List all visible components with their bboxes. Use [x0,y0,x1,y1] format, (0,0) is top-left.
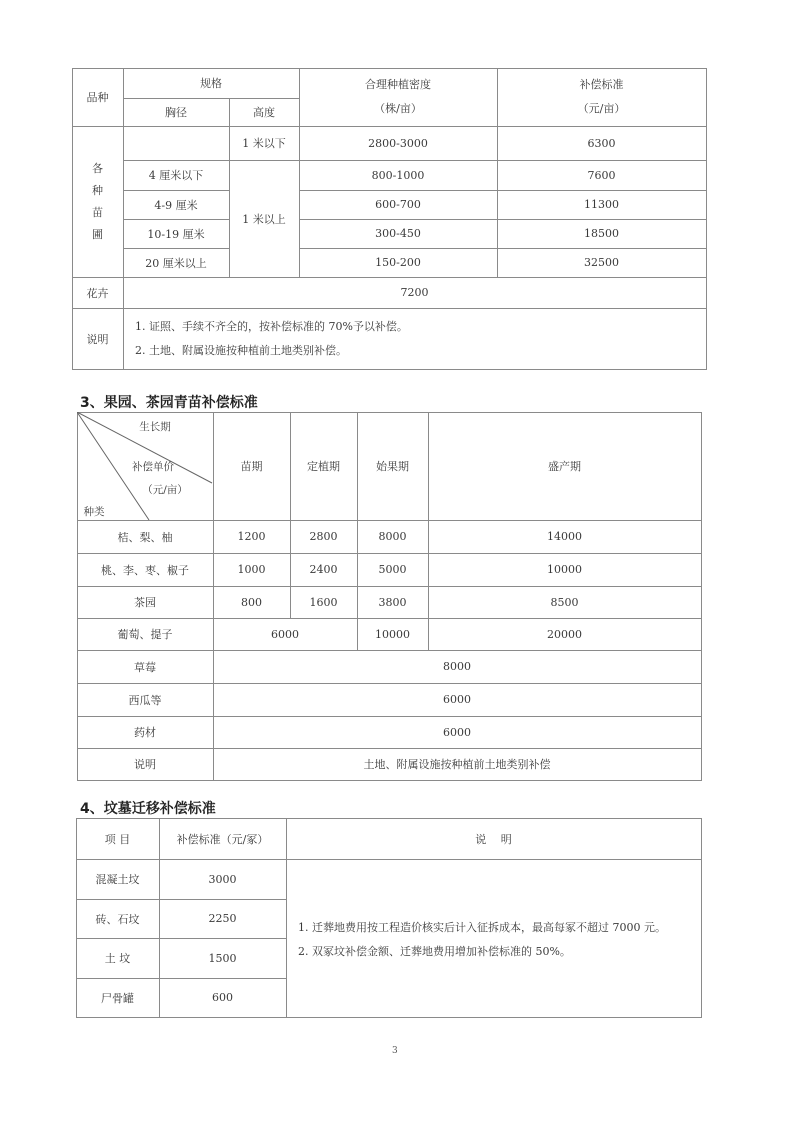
row-name: 西瓜等 [128,693,162,707]
table-border [76,1017,702,1018]
row-density: 600-700 [375,198,421,211]
header-density-title: 合理种植密度 [365,78,431,91]
nursery-label-char: 圃 [92,227,103,241]
row-value: 3000 [208,872,237,886]
table-border [77,780,702,781]
row-item: 砖、石坟 [95,912,140,926]
col-seedling: 苗期 [240,460,263,473]
note-line: 1. 证照、手续不齐全的，按补偿标准的 70%予以补偿。 [135,319,408,333]
row-item: 尸骨罐 [101,991,134,1005]
col-peak: 盛产期 [548,460,581,473]
nursery-label [72,126,123,277]
notes-label: 说明 [86,332,109,346]
section-3-title: 3、果园、茶园青苗补偿标准 [80,395,258,411]
header-density-unit: （株/亩） [374,102,422,115]
row-value: 2800 [309,530,338,543]
header-item: 项 目 [104,832,131,846]
row-height: 1 米以下 [242,137,286,150]
row-value: 6000 [443,693,471,706]
header-standard [497,68,706,126]
table-border [72,369,707,370]
nursery-label-char: 各 [92,161,103,175]
header-standard-unit: （元/亩） [577,102,626,115]
row-value: 1200 [237,530,266,543]
row-value: 1500 [208,951,237,965]
row-value: 3800 [378,595,407,609]
row-value: 10000 [375,627,410,641]
col-planting: 定植期 [307,460,340,473]
row-value: 20000 [547,627,582,641]
flowers-value: 7200 [400,286,429,299]
row-dbh: 20 厘米以上 [145,256,207,270]
row-standard: 32500 [584,256,619,269]
table-border [701,412,702,781]
header-dbh: 胸径 [165,106,187,119]
row-dbh: 10-19 厘米 [147,227,205,241]
note-line: 2. 双冢坟补偿金额、迁葬地费用增加补偿标准的 50%。 [298,945,571,958]
row-standard: 18500 [584,227,619,240]
row-value: 2400 [309,563,338,576]
merged-height: 1 米以上 [242,212,286,226]
corner-kind: 种类 [83,505,105,518]
row-value: 800 [241,595,262,609]
row-name: 葡萄、提子 [117,628,173,641]
row-value: 8500 [550,595,579,609]
corner-price: 补偿单价 [132,460,174,473]
row-value: 土地、附属设施按种植前土地类别补偿 [363,758,551,771]
nursery-label-char: 苗 [92,205,103,219]
row-name: 桃、李、枣、椒子 [101,563,189,577]
row-name: 药材 [134,726,156,739]
row-dbh: 4-9 厘米 [154,198,198,212]
row-value: 1000 [237,563,266,576]
row-value: 1600 [309,595,338,609]
header-variety: 品种 [86,91,109,104]
row-name: 桔、梨、柚 [117,530,173,544]
row-value: 6000 [443,725,471,739]
table-border [701,818,702,1018]
header-standard-title: 补偿标准 [579,78,624,91]
row-name: 说明 [134,758,156,771]
header-notes: 说 明 [475,832,512,846]
row-name: 草莓 [134,660,156,674]
row-value: 2250 [208,912,237,925]
row-value: 10000 [547,563,582,576]
row-density: 300-450 [375,227,421,240]
grave-notes [286,900,701,980]
row-item: 土 坟 [104,952,131,965]
table-border [706,68,707,370]
header-standard: 补偿标准（元/冢） [176,832,269,846]
row-value: 8000 [378,530,407,543]
col-fruiting: 始果期 [376,460,409,473]
row-value: 14000 [547,530,582,543]
row-dbh: 4 厘米以下 [148,169,204,182]
note-line: 1. 迁葬地费用按工程造价核实后计入征拆成本，最高每冢不超过 7000 元。 [298,921,666,934]
row-density: 150-200 [375,256,421,269]
note-line: 2. 土地、附属设施按种植前土地类别补偿。 [135,343,347,357]
row-standard: 11300 [584,198,619,211]
row-name: 茶园 [134,596,156,609]
corner-growth: 生长期 [139,420,171,433]
nursery-label-char: 种 [92,183,103,197]
row-density: 2800-3000 [368,136,428,150]
corner-unit: （元/亩） [142,483,188,496]
row-density: 800-1000 [371,168,425,182]
row-value-merged: 6000 [271,627,299,641]
flowers-label: 花卉 [86,286,109,300]
header-height: 高度 [253,106,275,119]
row-value: 600 [212,991,233,1004]
row-item: 混凝土坟 [95,873,140,886]
section-4-title: 4、坟墓迁移补偿标准 [80,801,216,817]
row-value: 5000 [378,563,407,576]
page-number: 3 [392,1046,398,1056]
notes-content [123,308,706,369]
row-value: 8000 [443,660,471,673]
row-standard: 6300 [587,136,616,150]
header-spec: 规格 [200,77,222,90]
header-density [299,68,497,126]
row-dbh [123,126,229,160]
row-standard: 7600 [587,168,616,182]
